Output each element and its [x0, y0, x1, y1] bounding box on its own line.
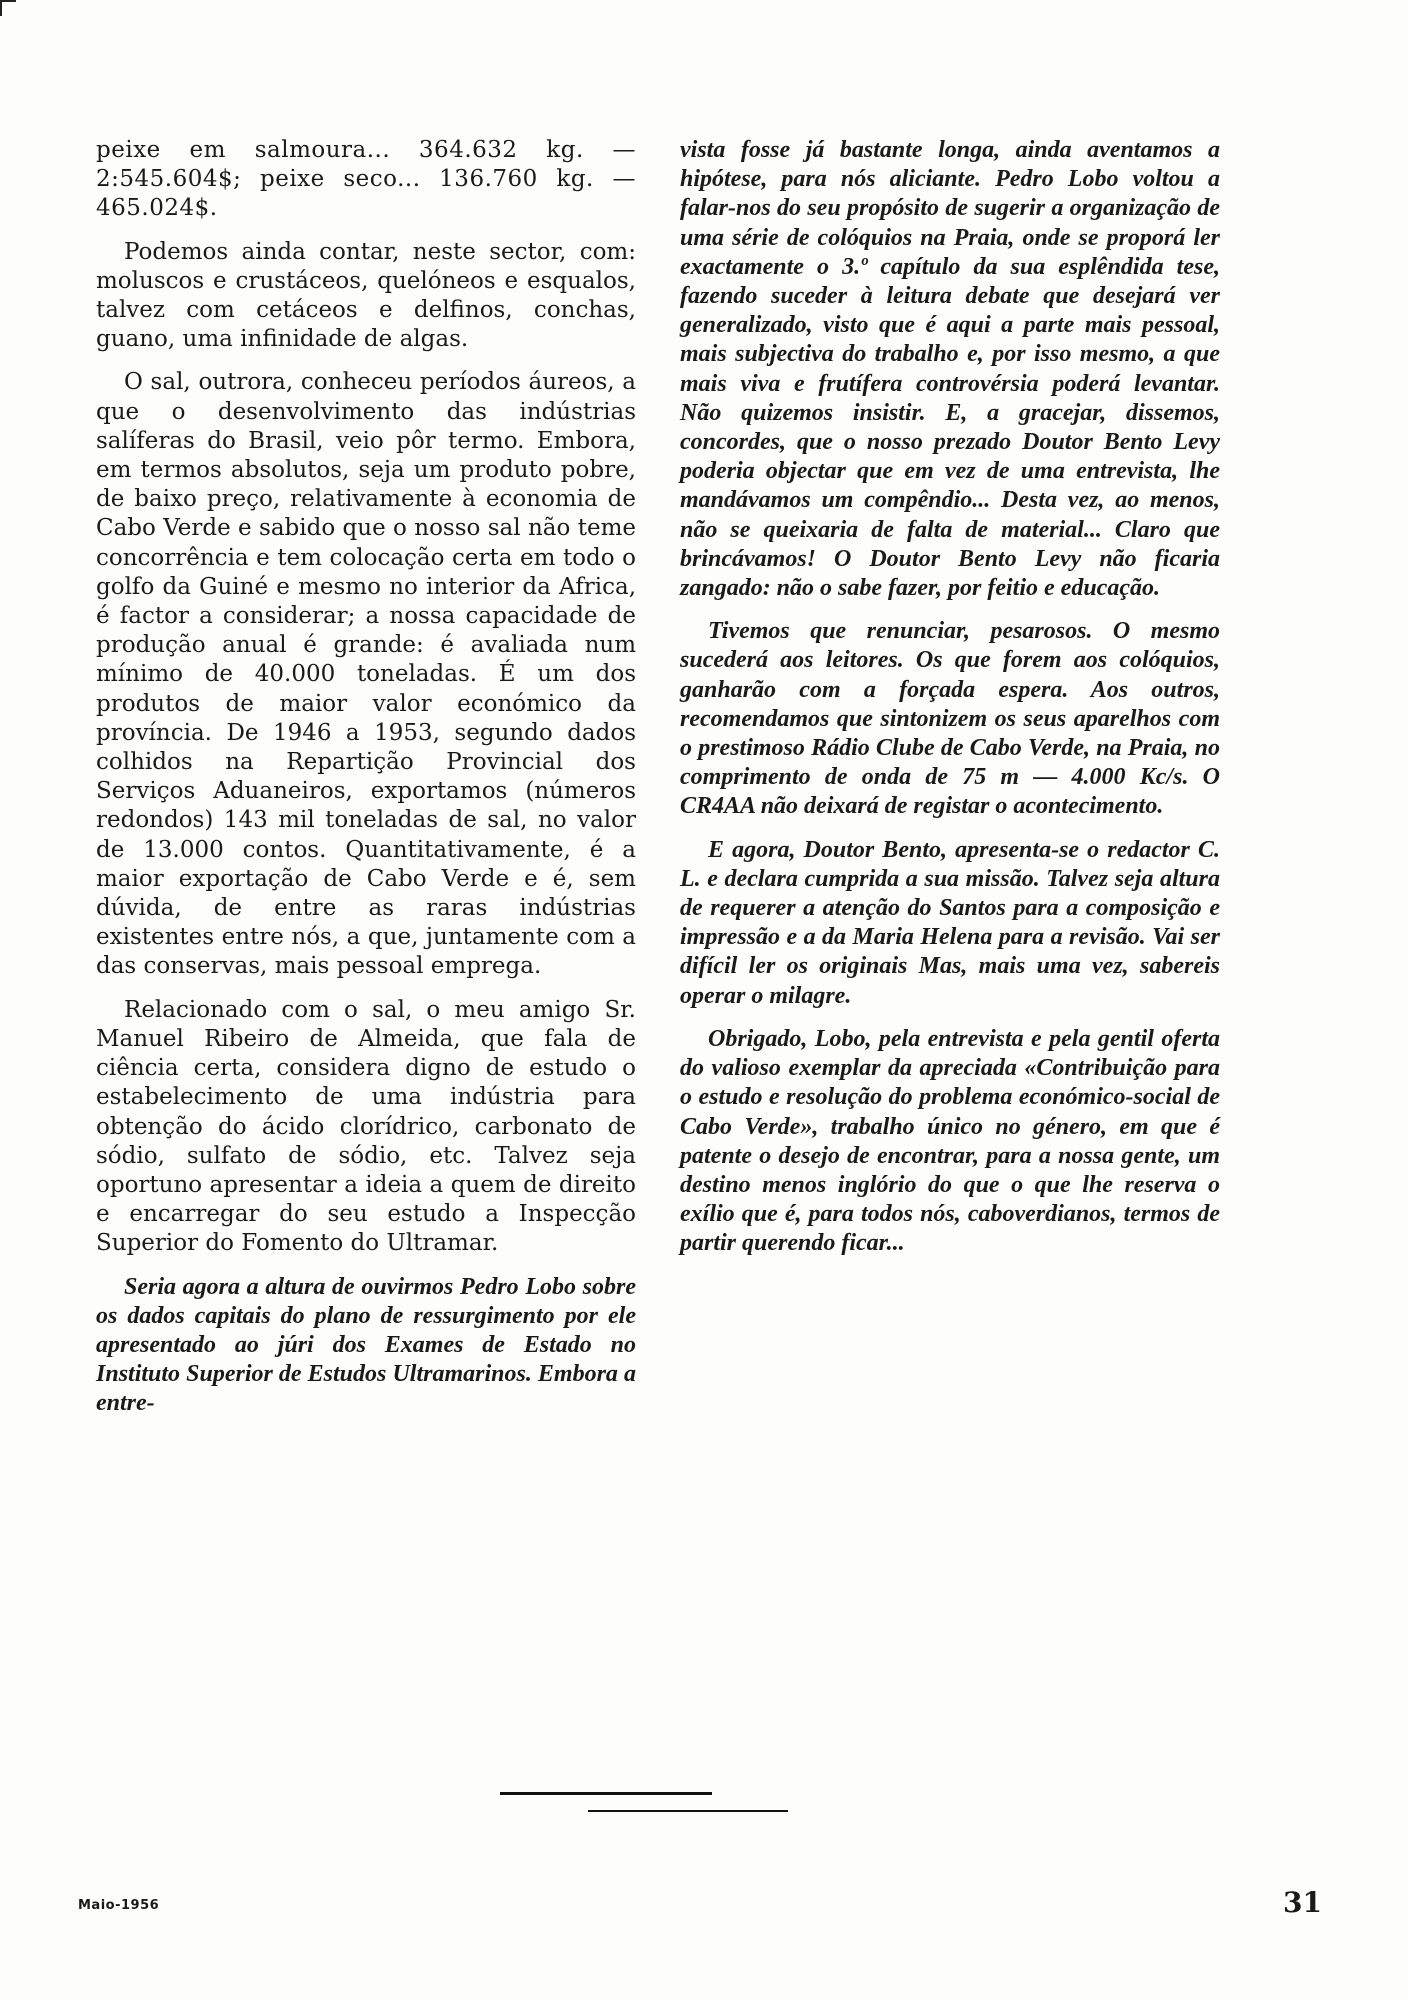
left-paragraph-5: Seria agora a altura de ouvirmos Pedro Lobo sobre os dados capitais do plano de ressurgimento por ele apresentado ao júri dos Exames de Estado no Instituto Superior de Estudos Ultramarinos. Embora a entre- [96, 1273, 636, 1417]
left-paragraph-3: O sal, outrora, conheceu períodos áureos, a que o desenvolvimento das indústrias salíferas do Brasil, veio pôr termo. Embora, em termos absolutos, seja um produto pobre, de baixo preço, relativamente à economia de Cabo Verde e sabido que o nosso sal não teme concorrência e tem colocação certa em todo o golfo da Guiné e mesmo no interior da Africa, é factor a considerar; a nossa capacidade de produção anual é grande: é avaliada num mínimo de 40.000 toneladas. É um dos produtos de maior valor económico da província. De 1946 a 1953, segundo dados colhidos na Repartição Provincial dos Serviços Aduaneiros, exportamos (números redondos) 143 mil toneladas de sal, no valor de 13.000 contos. Quantitativamente, é a maior exportação de Cabo Verde e é, sem dúvida, de entre as raras indústrias existentes entre nós, a que, juntamente com a das conservas, mais pessoal emprega. [96, 369, 636, 980]
right-paragraph-1: vista fosse já bastante longa, ainda aventamos a hipótese, para nós aliciante. Pedro Lobo voltou a falar-nos do seu propósito de sugerir a organização de uma série de colóquios na Praia, onde se proporá ler exactamente o 3.º capítulo da sua esplêndida tese, fazendo suceder à leitura debate que desejará ver generalizado, visto que é aqui a parte mais pessoal, mais subjectiva do trabalho e, por isso mesmo, a que mais viva e frutífera controvérsia poderá levantar. Não quizemos insistir. E, a gracejar, dissemos, concordes, que o nosso prezado Doutor Bento Levy poderia objectar que em vez de uma entrevista, lhe mandávamos um compêndio... Desta vez, ao menos, não se queixaria de falta de material... Claro que brincávamos! O Doutor Bento Levy não ficaria zangado: não o sabe fazer, por feitio e educação. [680, 137, 1220, 602]
right-column [680, 136, 1220, 1273]
right-paragraph-3: E agora, Doutor Bento, apresenta-se o redactor C. L. e declara cumprida a sua missão. Talvez seja altura de requerer a atenção do Santos para a composição e impressão e a da Maria Helena para a revisão. Vai ser difícil ler os originais Mas, mais uma vez, sabereis operar o milagre. [680, 836, 1220, 1009]
footer-date: Maio-1956 [78, 1898, 160, 1913]
left-paragraph-4: Relacionado com o sal, o meu amigo Sr. Manuel Ribeiro de Almeida, que fala de ciência certa, considera digno de estudo o estabelecimento de uma indústria para obtenção do ácido clorídrico, carbonato de sódio, sulfato de sódio, etc. Talvez seja oportuno apresentar a ideia a quem de direito e encarregar do seu estudo a Inspecção Superior do Fomento do Ultramar. [96, 996, 636, 1257]
left-paragraph-2: Podemos ainda contar, neste sector, com: moluscos e crustáceos, quelóneos e esqualos, talvez com cetáceos e delfinos, conchas, guano, uma infinidade de algas. [96, 238, 636, 353]
left-column [96, 136, 636, 1433]
end-rule-upper [500, 1792, 712, 1795]
page-number: 31 [1283, 1886, 1322, 1919]
right-paragraph-4: Obrigado, Lobo, pela entrevista e pela gentil oferta do valioso exemplar da apreciada «Contribuição para o estudo e resolução do problema económico-social de Cabo Verde», trabalho único no género, em que é patente o desejo de encontrar, para a nossa gente, um destino menos inglório do que o que lhe reserva o exílio que é, para todos nós, caboverdianos, termos de partir querendo ficar... [680, 1025, 1220, 1257]
right-paragraph-2: Tivemos que renunciar, pesarosos. O mesmo sucederá aos leitores. Os que forem aos colóquios, ganharão com a forçada espera. Aos outros, recomendamos que sintonizem os seus aparelhos com o prestimoso Rádio Clube de Cabo Verde, na Praia, no comprimento de onda de 75 m — 4.000 Kc/s. O CR4AA não deixará de registar o acontecimento. [680, 618, 1220, 820]
end-rule-lower [588, 1810, 788, 1812]
left-paragraph-1: peixe em salmoura... 364.632 kg. — 2:545.604$; peixe seco... 136.760 kg. — 465.024$. [96, 137, 636, 222]
scan-corner-mark [0, 0, 16, 16]
